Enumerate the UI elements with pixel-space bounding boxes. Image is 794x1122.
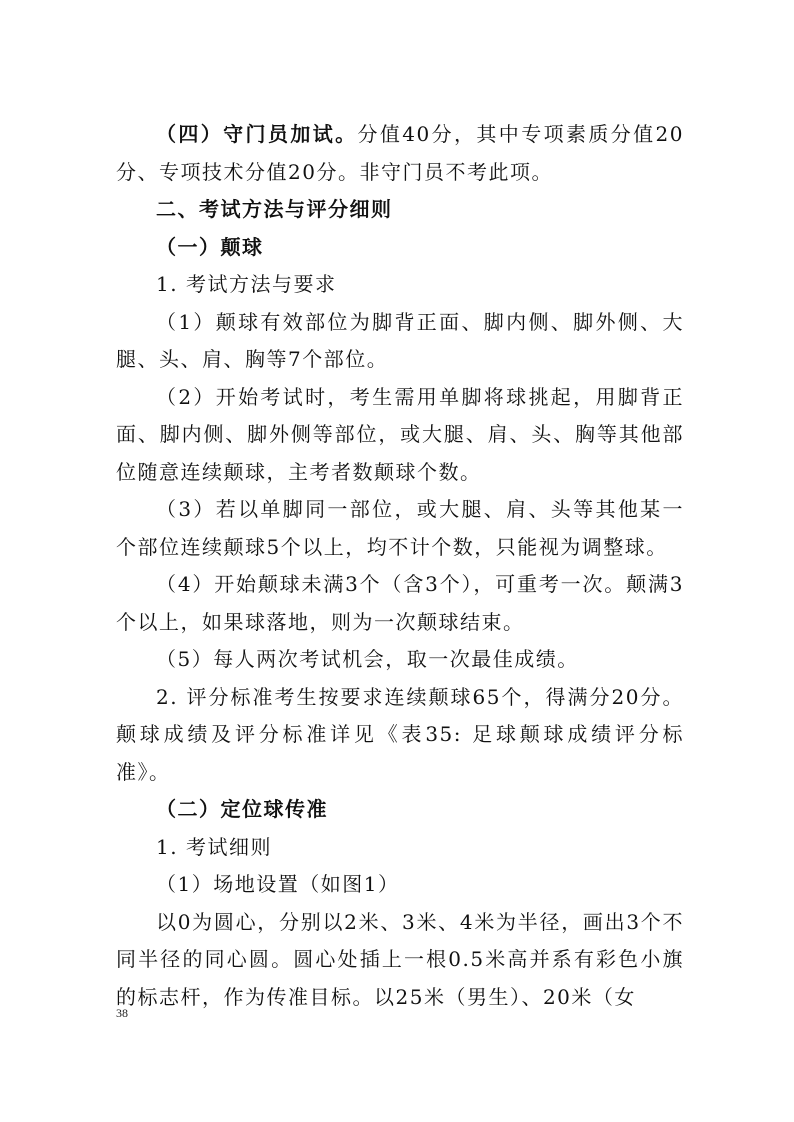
subsection-heading-free-kick: （二）定位球传准 bbox=[156, 797, 328, 821]
paragraph-rule-1: （1）颠球有效部位为脚背正面、脚内侧、脚外侧、大腿、头、肩、胸等7个部位。 bbox=[116, 309, 684, 371]
subsection-heading-juggling: （一）颠球 bbox=[156, 234, 264, 259]
goalkeeper-text: 分值40分，其中专项素质分值20分、专项技术分值20分。非守门员不考此项。 bbox=[116, 122, 684, 184]
paragraph-rule-5: （5）每人两次考试机会，取一次最佳成绩。 bbox=[156, 647, 579, 671]
paragraph-rule-2: （2）开始考试时，考生需用单脚将球挑起，用脚背正面、脚内侧、脚外侧等部位，或大腿、肩、头、胸等其他部位随意连续颠球，主考者数颠球个数。 bbox=[116, 384, 684, 484]
page-number: 38 bbox=[116, 1006, 128, 1020]
item-exam-method: 1. 考试方法与要求 bbox=[156, 272, 337, 296]
goalkeeper-paragraph bbox=[116, 116, 684, 191]
paragraph-field-description: 以0为圆心，分别以2米、3米、4米为半径，画出3个不同半径的同心圆。圆心处插上一根0.5米高并系有彩色小旗的标志杆，作为传准目标。以25米（男生）、20米（女 bbox=[116, 909, 684, 1009]
item-exam-details: 1. 考试细则 bbox=[156, 834, 272, 859]
paragraph-scoring-standard: 2. 评分标准考生按要求连续颠球65个，得满分20分。颠球成绩及评分标准详见《表35: 足球颠球成绩评分标准》。 bbox=[116, 684, 684, 784]
page-content bbox=[116, 116, 684, 1016]
paragraph-rule-3: （3）若以单脚同一部位，或大腿、肩、头等其他某一个部位连续颠球5个以上，均不计个数，只能视为调整球。 bbox=[116, 497, 684, 559]
section-heading-exam-methods: 二、考试方法与评分细则 bbox=[156, 197, 393, 221]
paragraph-field-setup: （1）场地设置（如图1） bbox=[156, 872, 400, 896]
paragraph-rule-4: （4）开始颠球未满3个（含3个），可重考一次。颠满3个以上，如果球落地，则为一次颠球结束。 bbox=[116, 572, 684, 634]
goalkeeper-lead: （四）守门员加试。 bbox=[156, 122, 358, 146]
